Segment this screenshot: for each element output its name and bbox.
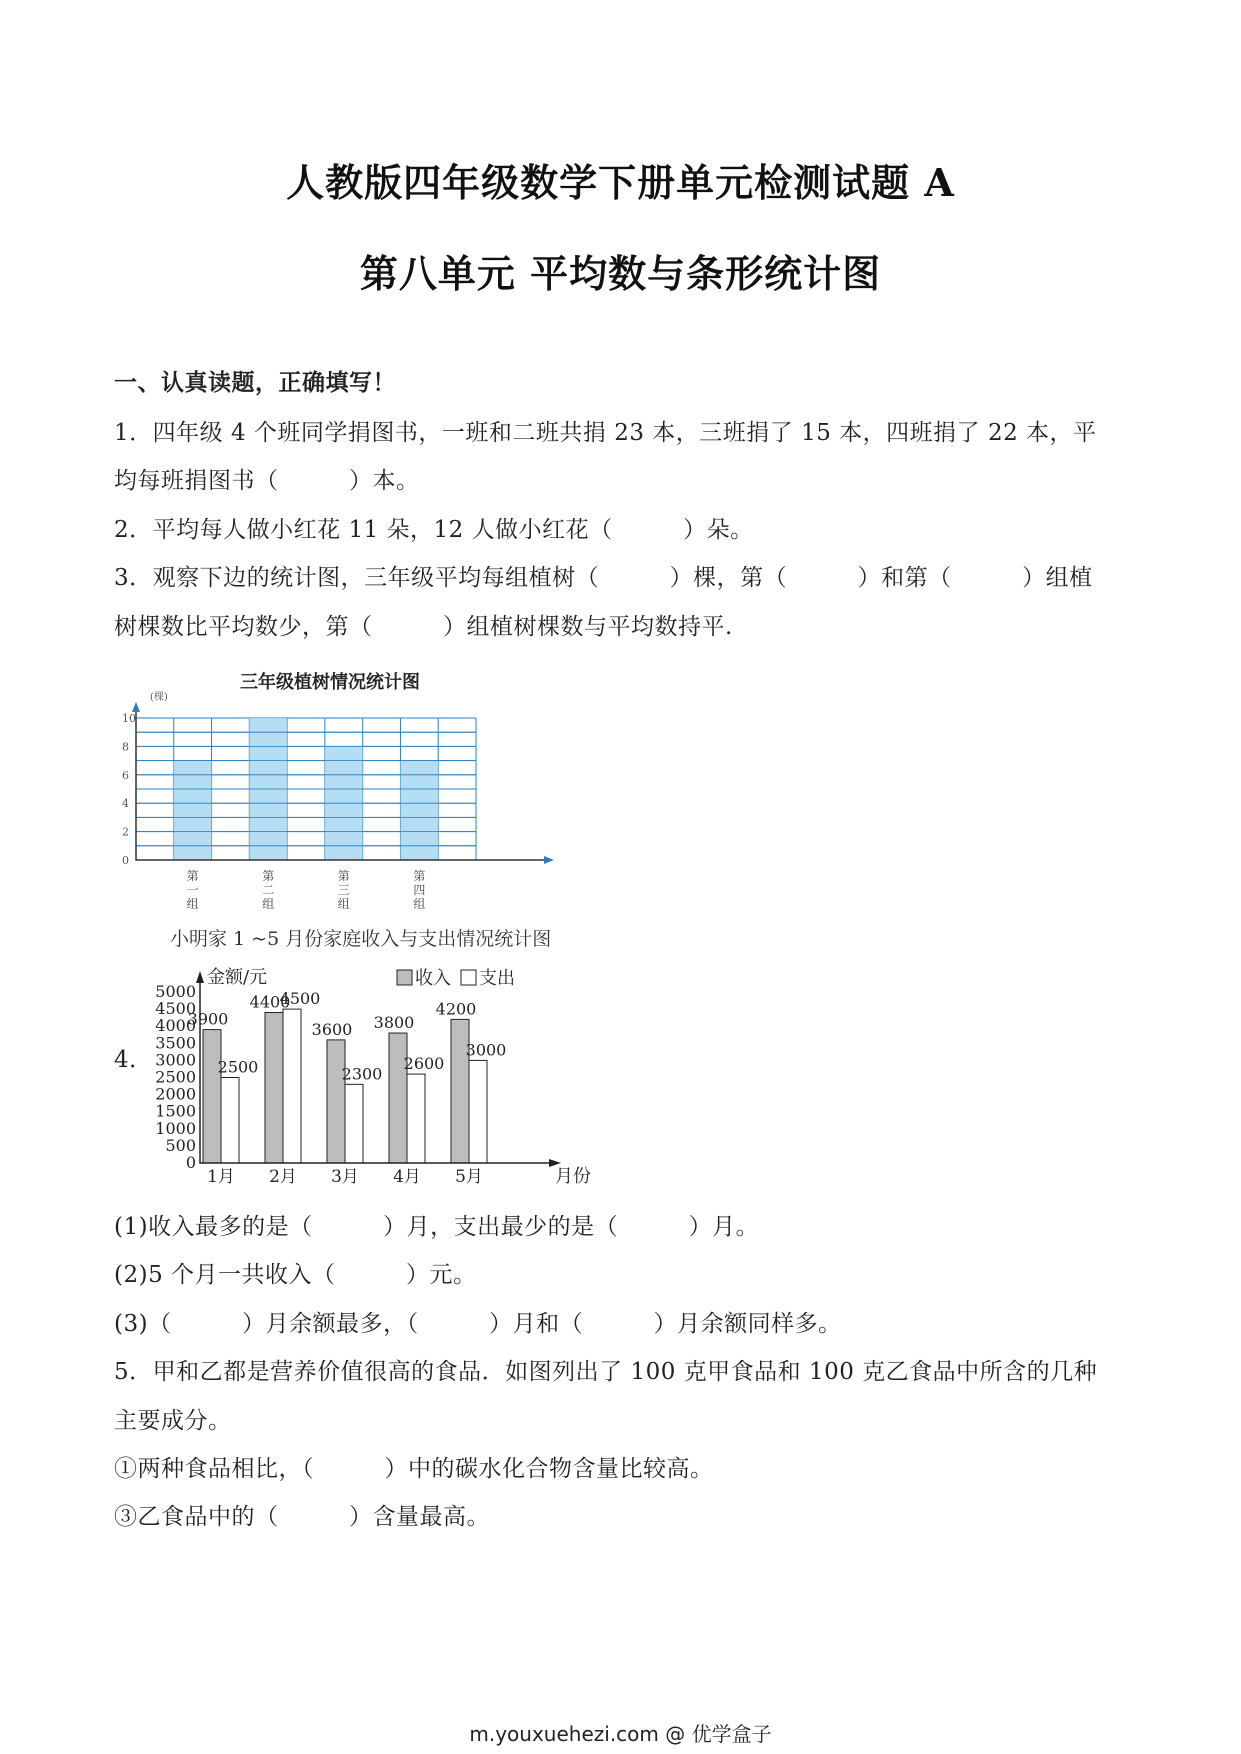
chart2-y-tick-label: 5000 [155, 982, 196, 1001]
tree-planting-chart [120, 660, 560, 920]
chart2-x-tick-label: 1月 [207, 1167, 235, 1187]
chart2-y-label: 金额/元 [207, 967, 268, 988]
chart2-y-arrow [196, 971, 204, 983]
chart2-expense-value: 4500 [279, 989, 321, 1009]
chart1-x-tick-label: 第三组 [337, 869, 350, 911]
question-5-line-2: 主要成分。 [114, 1408, 232, 1434]
chart2-expense-value: 2300 [341, 1064, 383, 1084]
question-3-line-2: 树棵数比平均数少，第（ ）组植树棵数与平均数持平. [114, 614, 733, 640]
chart2-income-value: 3800 [373, 1013, 415, 1033]
chart2-income-value: 3900 [187, 1009, 229, 1029]
chart1-x-arrow [544, 856, 554, 864]
chart2-y-tick-label: 4000 [155, 1016, 196, 1036]
chart2-y-tick-label: 2000 [155, 1084, 196, 1104]
chart2-x-tick-label: 5月 [455, 1167, 483, 1187]
chart2-y-tick-label: 1500 [155, 1101, 196, 1121]
chart2-bar-expense [283, 1009, 301, 1163]
question-5-part-3: ③乙食品中的（ ）含量最高。 [114, 1504, 490, 1530]
question-4-part-3: (3)（ ）月余额最多，（ ）月和（ ）月余额同样多。 [114, 1311, 842, 1337]
chart2-y-tick-label: 1000 [155, 1118, 196, 1138]
chart2-expense-value: 2500 [217, 1057, 259, 1077]
question-4-part-1: (1)收入最多的是（ ）月，支出最少的是（ ）月。 [114, 1214, 760, 1240]
chart2-bar-expense [221, 1078, 239, 1164]
chart2-income-value: 3600 [311, 1019, 353, 1039]
chart1-x-labels [187, 869, 426, 911]
chart2-bar-income [327, 1040, 345, 1163]
chart1-y-tick-label: 2 [122, 825, 129, 839]
chart1-bar [400, 761, 438, 860]
chart1-x-tick-label: 第四组 [413, 869, 426, 911]
chart2-bar-income [265, 1013, 283, 1163]
chart1-title: 三年级植树情况统计图 [240, 672, 420, 693]
income-expense-chart [145, 925, 615, 1195]
chart2-y-tick-label: 3000 [155, 1050, 196, 1070]
chart2-x-tick-label: 4月 [393, 1167, 421, 1187]
chart2-expense-value: 2600 [403, 1054, 445, 1074]
chart2-y-tick-label: 3500 [155, 1033, 196, 1053]
chart2-legend [397, 968, 515, 989]
footer-watermark: m.youxuehezi.com @ 优学盒子 [469, 1722, 772, 1746]
legend-expense-label: 支出 [479, 968, 515, 989]
question-1-line-1: 1．四年级 4 个班同学捐图书，一班和二班共捐 23 本，三班捐了 15 本，四班捐了 22 本，平 [114, 420, 1097, 446]
chart1-y-tick-label: 8 [122, 740, 129, 754]
chart2-x-tick-label: 2月 [269, 1167, 297, 1187]
question-4-part-2: (2)5 个月一共收入（ ）元。 [114, 1262, 477, 1288]
chart2-bar-expense [407, 1074, 425, 1163]
question-1-line-2: 均每班捐图书（ ）本。 [114, 468, 420, 494]
chart2-bar-expense [345, 1084, 363, 1163]
question-3-line-1: 3．观察下边的统计图，三年级平均每组植树（ ）棵，第（ ）和第（ ）组植 [114, 565, 1093, 591]
chart2-title: 小明家 1 ~5 月份家庭收入与支出情况统计图 [170, 928, 552, 950]
chart1-y-label: (棵) [150, 692, 168, 703]
chart1-y-tick-label: 0 [122, 854, 129, 867]
chart1-bars [136, 718, 476, 860]
question-5-part-1: ①两种食品相比，（ ）中的碳水化合物含量比较高。 [114, 1456, 714, 1482]
question-5-line-1: 5．甲和乙都是营养价值很高的食品．如图列出了 100 克甲食品和 100 克乙食品中所含的几种 [114, 1359, 1098, 1385]
legend-income-label: 收入 [415, 968, 451, 989]
page-title: 人教版四年级数学下册单元检测试题 A [286, 160, 955, 205]
chart1-y-tick-label: 10 [122, 712, 136, 725]
chart2-y-tick-label: 500 [165, 1135, 196, 1155]
chart1-y-arrow [132, 702, 140, 712]
chart1-y-tick-label: 4 [122, 797, 129, 811]
chart2-bar-income [389, 1033, 407, 1163]
chart2-expense-value: 3000 [465, 1040, 507, 1060]
chart2-x-labels [207, 1167, 483, 1187]
chart2-income-value: 4200 [435, 999, 477, 1019]
question-2: 2．平均每人做小红花 11 朵，12 人做小红花（ ）朵。 [114, 517, 754, 543]
chart1-y-tick-label: 6 [122, 768, 129, 782]
chart2-x-label: 月份 [555, 1166, 591, 1187]
question-4-label: 4． [114, 1047, 153, 1073]
chart2-y-tick-label: 2500 [155, 1067, 196, 1087]
chart2-y-tick-label: 0 [185, 1153, 196, 1172]
chart1-bar [174, 761, 212, 860]
chart2-x-tick-label: 3月 [331, 1167, 359, 1187]
page-subtitle: 第八单元 平均数与条形统计图 [359, 251, 882, 296]
chart1-x-tick-label: 第二组 [262, 869, 275, 911]
chart2-bar-income [203, 1030, 221, 1163]
chart2-income-value: 4400 [249, 992, 291, 1012]
chart2-y-tick-label: 4500 [155, 999, 196, 1019]
legend-expense-swatch [461, 970, 476, 985]
chart2-bar-expense [469, 1060, 487, 1163]
section-heading: 一、认真读题，正确填写！ [114, 369, 396, 396]
legend-income-swatch [397, 970, 412, 985]
chart1-x-tick-label: 第一组 [186, 869, 199, 911]
chart1-y-ticks [122, 712, 136, 867]
